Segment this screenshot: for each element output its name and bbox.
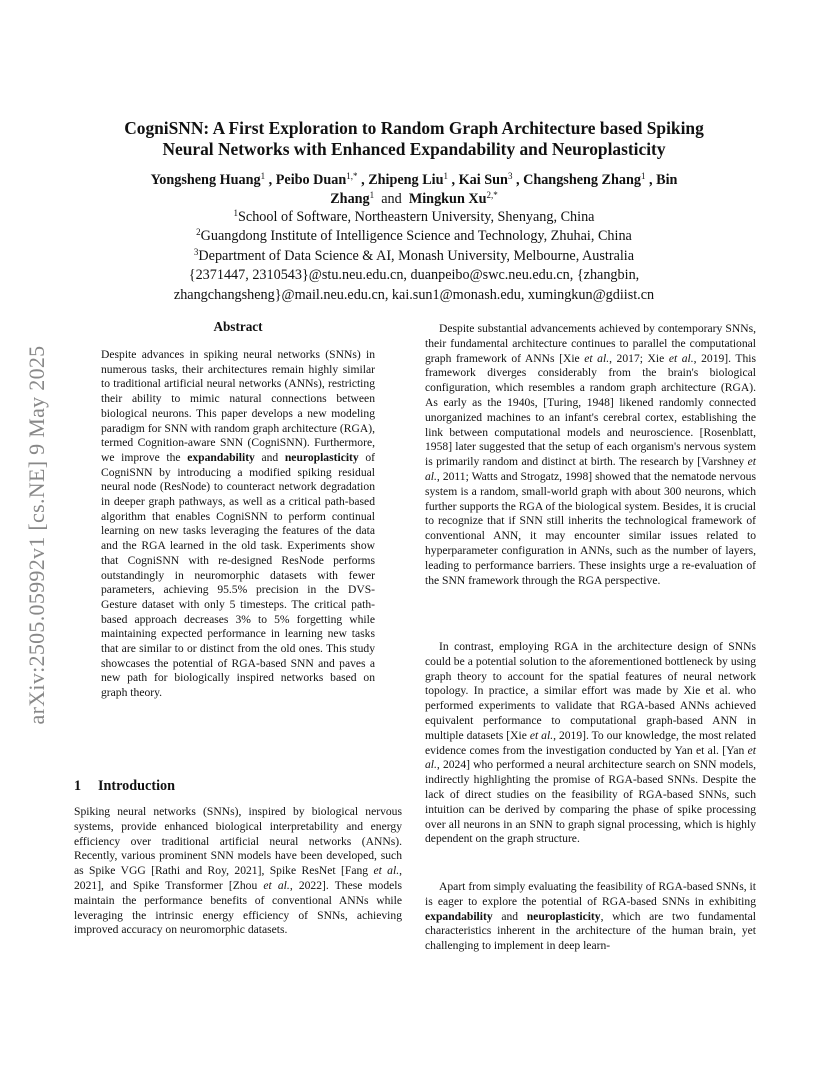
right-column-paragraph-3: Apart from simply evaluating the feasibility of RGA-based SNNs, it is eager to explore the potential of RGA-based SNNs in exhibiting expandability and neuroplasticity, which are two fundamental characteristics inherent in the architecture of the human brain, yet challenging to implement in deep learn-: [425, 880, 756, 953]
title-line-1: CogniSNN: A First Exploration to Random Graph Architecture based Spiking: [124, 118, 704, 138]
intro-paragraph: Spiking neural networks (SNNs), inspired by biological nervous systems, provide enhanced biological interpretability and energy efficiency over traditional artificial neural networks (ANNs). Recently, various prominent SNN models have been developed, such as Spike VGG [Rathi and Roy, 2021], Spike ResNet [Fang et al., 2021], and Spike Transformer [Zhou et al., 2022]. These models maintain the performance benefits of conventional ANNs while leveraging the intrinsic energy efficiency of SNNs, achieving improved accuracy on neuromorphic datasets.: [74, 805, 403, 937]
author-affil-mark: 1: [640, 171, 646, 181]
abstract-body: Despite advances in spiking neural networks (SNNs) in numerous tasks, their architectures remain highly similar to traditional artificial neural networks (ANNs), restricting their ability to mimic natural connections between biological neurons. This paper develops a new modeling paradigm for SNN with random graph architecture (RGA), termed Cognition-aware SNN (CogniSNN). Furthermore, we improve the expandability and neuroplasticity of CogniSNN by introducing a modified spiking residual neural node (ResNode) to counteract network degradation in deeper graph pathways, as well as a critical path-based algorithm that enables CogniSNN to perform continual learning on new tasks leveraging the features of the data and the RGA learned in the old task. Experiments show that CogniSNN with re-designed ResNode performs outstandingly in neuromorphic datasets with fewer parameters, achieving 95.5% precision in the DVS-Gesture dataset with only 5 timesteps. The critical path-based approach decreases 3% to 5% forgetting while maintaining expected performance in learning new tasks that are similar to or distinct from the old ones. This study showcases the potential of RGA-based SNN and paves a new path for biologically inspired networks based on graph theory.: [101, 348, 376, 700]
right-column-paragraph-1: Despite substantial advancements achieved by contemporary SNNs, their fundamental architecture continues to parallel the computational graph framework of ANNs [Xie et al., 2017; Xie et al., 2019]. This framework diverges considerably from the brain's biological configuration, which resembles a random graph architecture (RGA). As early as the 1940s, [Turing, 1948] likened randomly connected unorganized machines to an infant's cerebral cortex, establishing the link between computational models and neuroscience. [Rosenblatt, 1958] later suggested that the setup of each organism's nervous system is primarily random and distinct at birth. The research by [Varshney et al., 2011; Watts and Strogatz, 1998] showed that the nematode nervous system is a random, small-world graph with about 300 neurons, which further supports the RGA of the biological system. Besides, it is crucial to recognize that if SNN still inherits the technological framework of conventional ANN, it may encounter similar issues related to hyperparameter configuration in ANNs, such as the number of layers, leading to performance barriers. These insights urge a re-evaluation of the SNN framework through the RGA perspective.: [425, 322, 757, 587]
emphasis-neuroplasticity: neuroplasticity: [284, 450, 359, 464]
emphasis-expandability: expandability: [187, 450, 255, 464]
author-affil-mark: 1,*: [346, 171, 358, 181]
author-name: Zhang: [330, 191, 370, 207]
arxiv-side-label: [22, 300, 52, 770]
author-affil-mark: 1: [369, 190, 375, 200]
affiliation-line: $^1$School of Software, Northeastern University, Shenyang, China: [233, 208, 595, 225]
author-affil-mark: 1: [443, 171, 448, 181]
affiliation-line: $^2$Guangdong Institute of Intelligence Science and Technology, Zhuhai, China: [196, 227, 632, 245]
section-number: 1: [74, 778, 82, 794]
author-affil-mark: 1: [260, 171, 266, 181]
email-line: zhangchangsheng}@mail.neu.edu.cn, kai.sun1@monash.edu, xumingkun@gdiist.cn: [173, 286, 655, 303]
author-name: Peibo Duan: [275, 172, 347, 188]
author-name: Kai Sun: [458, 172, 508, 188]
title-line-2: Neural Networks with Enhanced Expandability and Neuroplasticity: [162, 139, 666, 159]
right-column-paragraph-2: In contrast, employing RGA in the architecture design of SNNs could be a potential solution to the aforementioned bottleneck by using graph theory to account for the spatial features of neural network topology. In practice, a similar effort was made by Xie et al. who performed experiments to validate that RGA-based ANNs achieved equivalent performance to computational graph-based ANN in multiple datasets [Xie et al., 2019]. To our knowledge, the most related evidence comes from the investigation conducted by Yan et al. [Yan et al., 2024] who performed a neural architecture search on SNN models, indirectly highlighting the promise of RGA-based SNNs. Despite the lack of direct studies on the feasibility of RGA-based SNNs, such intuition can be derived by comparing the phase of spike processing over all neurons in an SNN to graph signal processing, which is highly dependent on the graph structure.: [425, 640, 757, 846]
author-list: Yongsheng Huang$^1$ , Peibo Duan$^{1,*}$ , Zhipeng Liu$^1$ , Kai Sun$^3$ , Changsheng Zhang$^1$ , Bin Zhang$^1$ and Mingkun $Xu^{2,*}$: [150, 171, 678, 207]
author-name: Mingkun Xu: [408, 191, 487, 207]
abstract-heading: Abstract: [213, 319, 263, 334]
author-name: Bin: [656, 172, 678, 188]
section-heading-introduction: [74, 778, 175, 795]
affiliations: [84, 208, 744, 305]
arxiv-identifier: arXiv:2505.05992v1 [cs.NE] 9 May 2025: [24, 345, 49, 725]
author-name: Yongsheng Huang: [150, 172, 261, 188]
author-name: Changsheng Zhang: [523, 172, 641, 188]
author-affil-mark: 2,*: [486, 190, 498, 200]
paper-title: [70, 118, 758, 160]
author-name: Zhipeng Liu: [368, 172, 444, 188]
author-conjunction: and: [381, 191, 402, 207]
email-line: {2371447, 2310543}@stu.neu.edu.cn, duanpeibo@swc.neu.edu.cn, {zhangbin,: [188, 267, 640, 284]
affiliation-line: $^3$Department of Data Science & AI, Monash University, Melbourne, Australia: [193, 246, 635, 264]
section-title: Introduction: [98, 778, 175, 794]
author-affil-mark: 3: [507, 171, 513, 181]
